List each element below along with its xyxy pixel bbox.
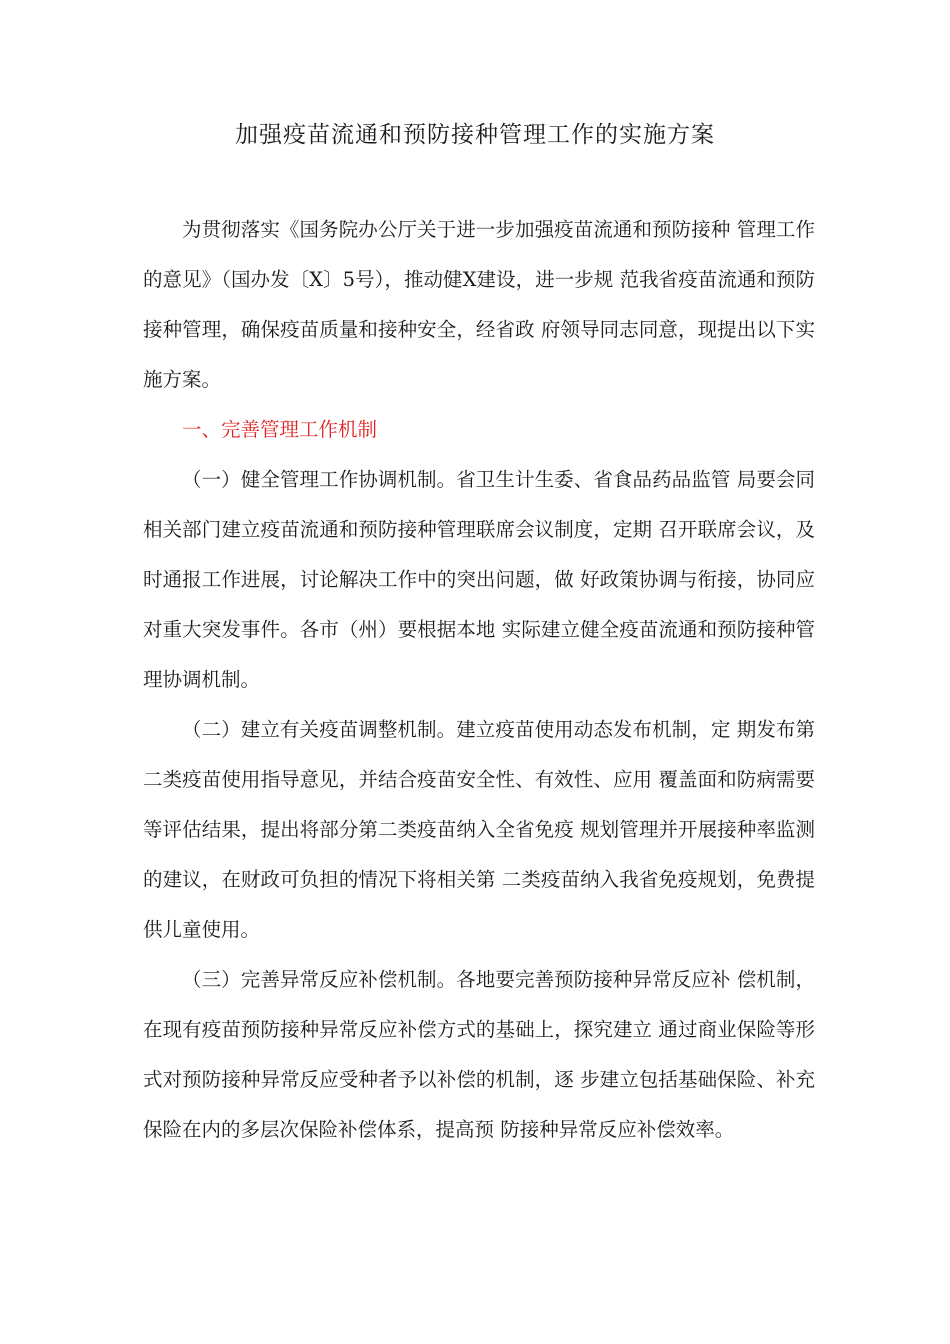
section-item-paragraph: （三）完善异常反应补偿机制。各地要完善预防接种异常反应补 偿机制，在现有疫苗预防接种异常反应补偿方式的基础上，探究建立 通过商业保险等形式对预防接种异常反应受种者予以补偿的机制，逐 步建立包括基础保险、补充保险在内的多层次保险补偿体系，提高预 防接种异常反应补偿效率。 <box>143 968 815 1141</box>
intro-paragraph: 为贯彻落实《国务院办公厅关于进一步加强疫苗流通和预防接种 管理工作的意见》（国办发〔X〕5号），推动健X建设，进一步规 范我省疫苗流通和预防接种管理，确保疫苗质量和接种安全，经省政 府领导同志同意，现提出以下实施方案。 <box>143 218 815 391</box>
section-item-paragraph: （二）建立有关疫苗调整机制。建立疫苗使用动态发布机制，定 期发布第二类疫苗使用指导意见，并结合疫苗安全性、有效性、应用 覆盖面和防病需要等评估结果，提出将部分第二类疫苗纳入全省免疫 规划管理并开展接种率监测的建议，在财政可负担的情况下将相关第 二类疫苗纳入我省免疫规划，免费提供儿童使用。 <box>143 718 815 941</box>
document-title: 加强疫苗流通和预防接种管理工作的实施方案 <box>235 122 715 148</box>
section-heading: 一、完善管理工作机制 <box>182 418 378 441</box>
section-item-paragraph: （一）健全管理工作协调机制。省卫生计生委、省食品药品监管 局要会同相关部门建立疫苗流通和预防接种管理联席会议制度，定期 召开联席会议，及时通报工作进展，讨论解决工作中的突出问题，做 好政策协调与衔接，协同应对重大突发事件。各市（州）要根据本地 实际建立健全疫苗流通和预防接种管理协调机制。 <box>143 468 815 691</box>
